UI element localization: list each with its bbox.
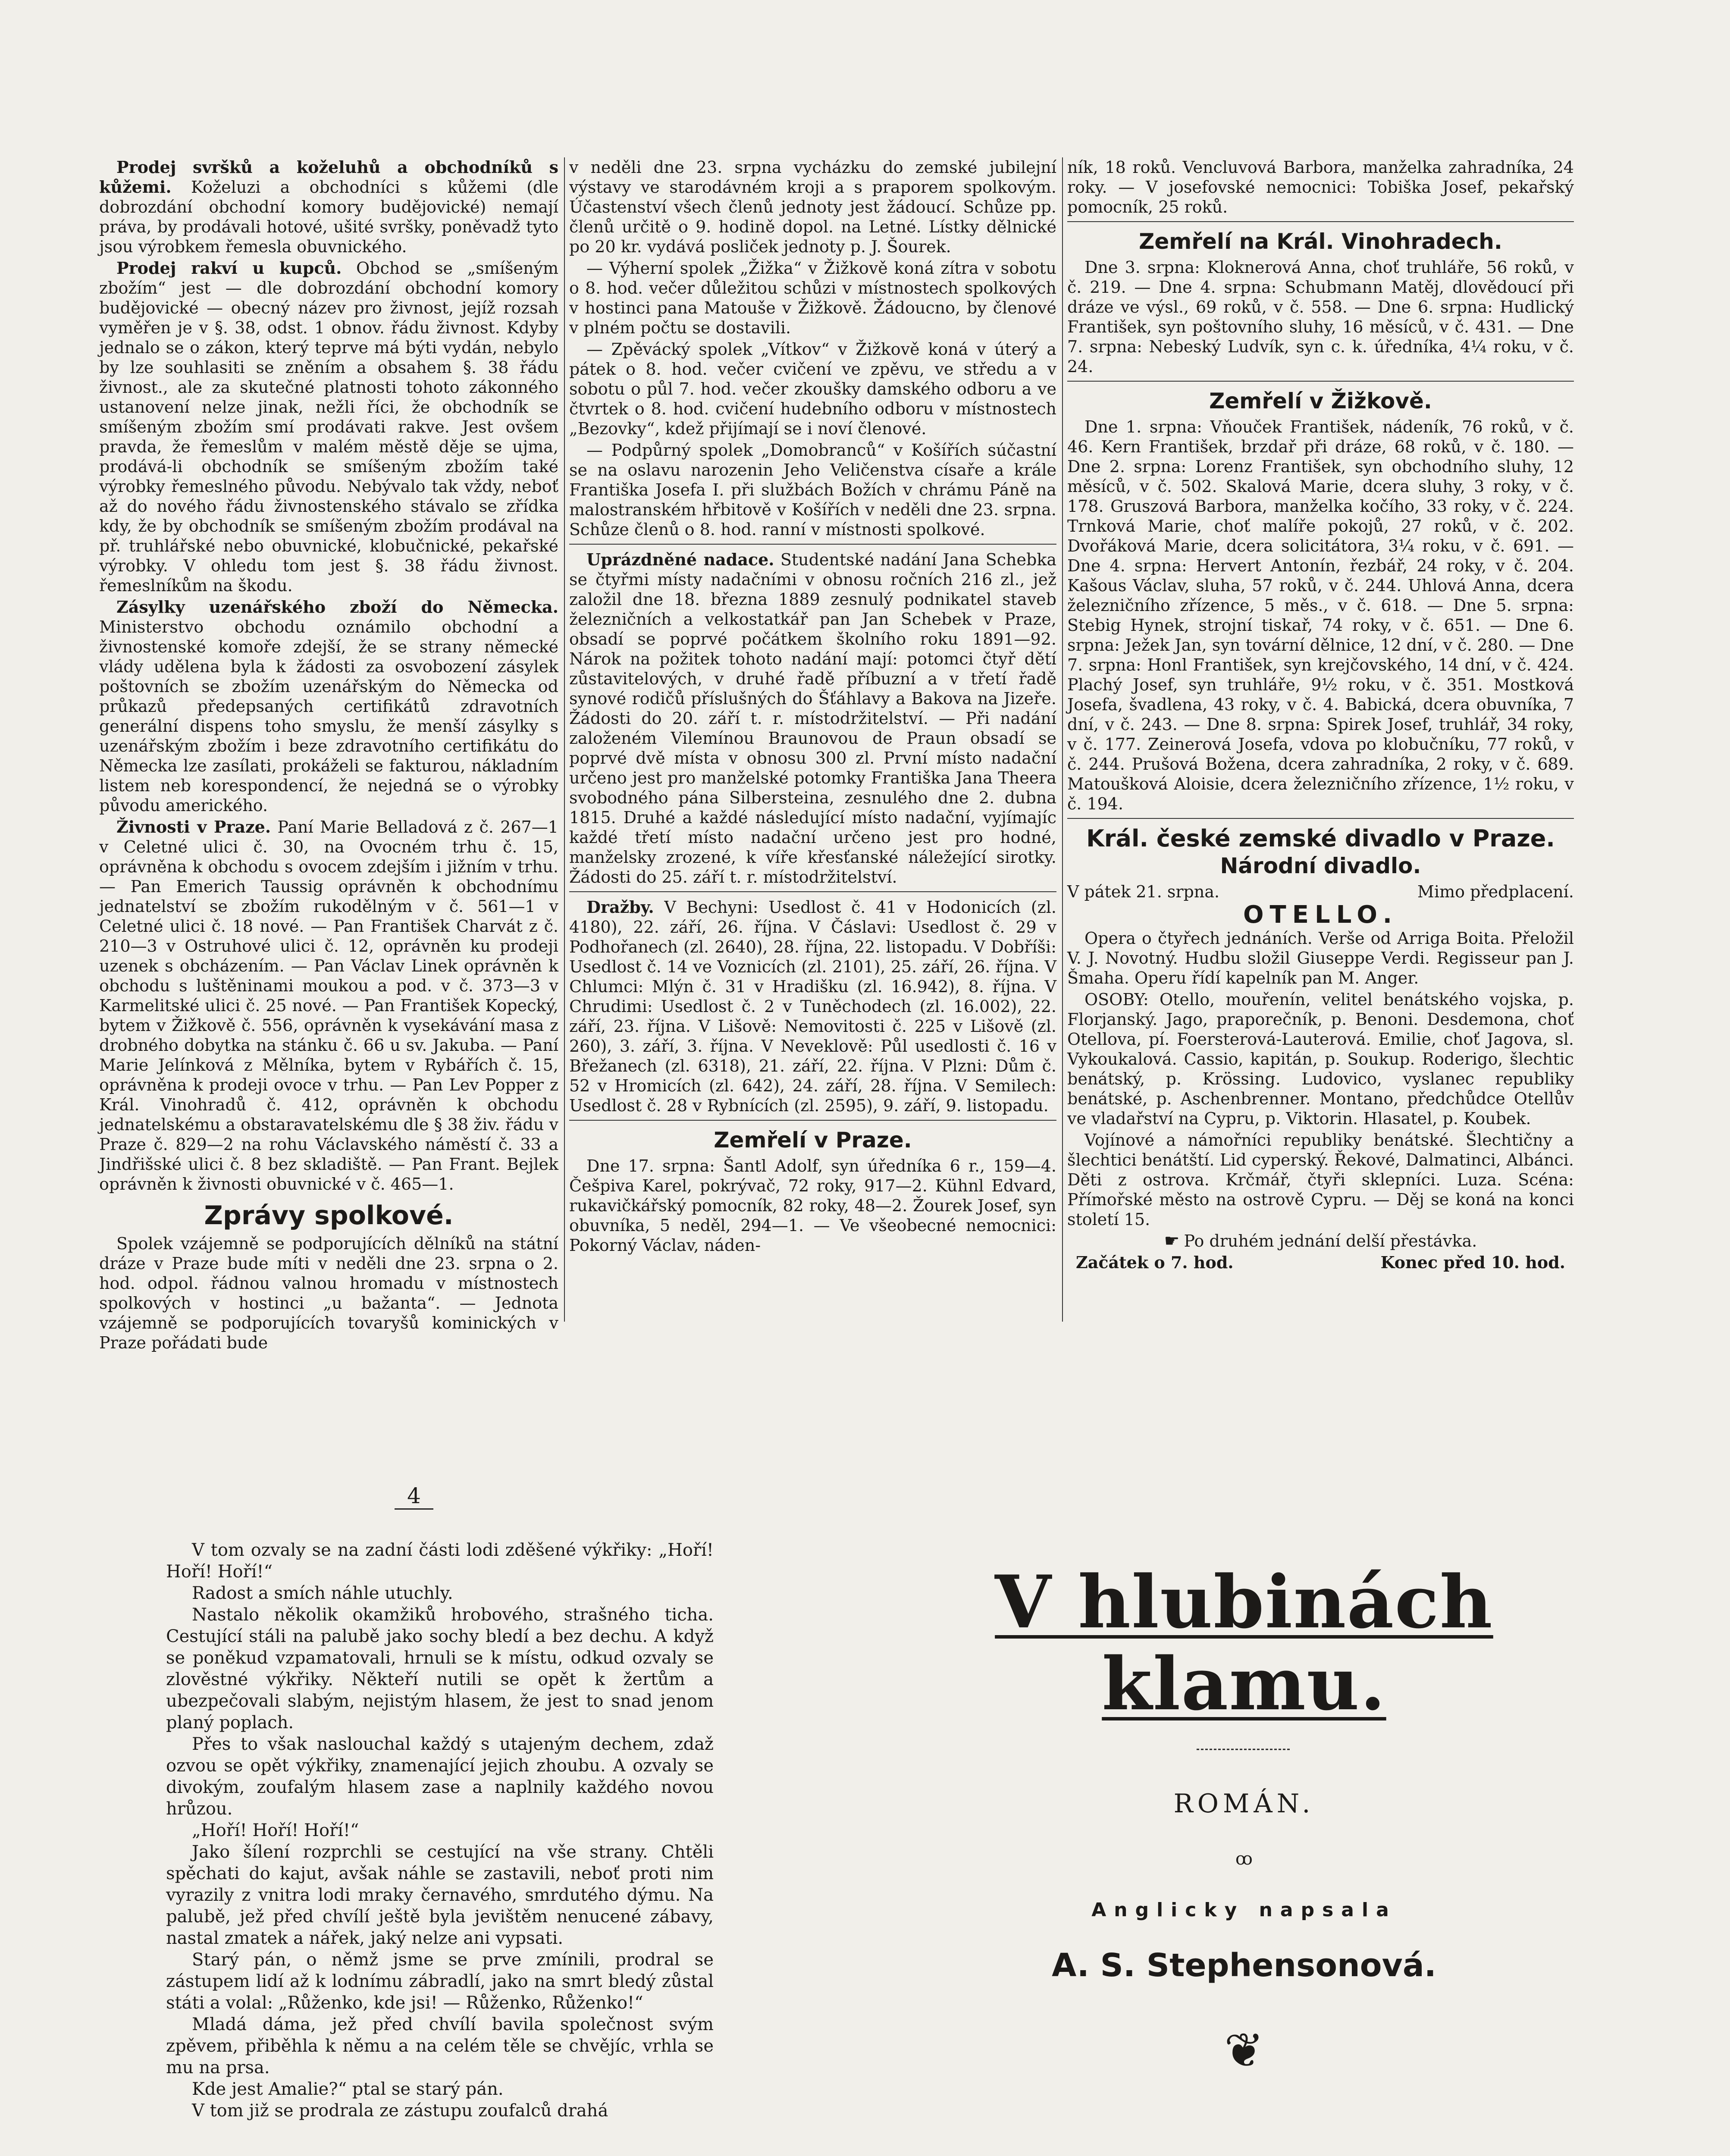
opera-title: OTELLO.: [1243, 901, 1398, 929]
column-divider: [564, 157, 565, 1322]
story-paragraph: Mladá dáma, jež před chvílí bavila společnost svým zpěvem, přiběhla k němu a na celém těle se chvějíc, vrhla se mu na prsa.: [166, 2015, 714, 2078]
serial-story-text: [166, 1539, 714, 2122]
article-spolky: Spolek vzájemně se podporujících dělníků na státní dráze v Praze bude míti v neděli dne 23. srpna o 2. hod. odpol. řádnou valnou hromadu v místnostech spolkových v hostinci „u bažanta“. — Jednota vzájemně se podporujících tovaryšů kominických v Praze pořádati bude: [99, 1234, 558, 1352]
section-heading-zizkov: Zemřelí v Žižkově.: [1209, 389, 1432, 414]
article-drazby: Dražby. V Bechyni: Usedlost č. 41 v Hodonicích (zl. 4180), 22. září, 26. října. V Čáslavi: Usedlost č. 29 v Podhořanech (zl. 2640), 28. října, 22. listopadu. V Dobříši: Usedlost č. 14 ve Voznicích (zl. 2101), 25. září, 26. října. V Chlumci: Mlýn č. 31 v Hradišku (zl. 16.942), 8. října. V Chrudimi: Usedlost č. 2 v Tuněchodech (zl. 16.002), 22. září, 23. října. V Lišově: Nemovitosti č. 225 v Lišově (zl. 260), 3. září, 3. října. V Neveklově: Půl usedlosti č. 16 v Břežanech (zl. 6318), 21. září, 22. října. V Plzni: Dům č. 52 v Hromicích (zl. 642), 24. září, 28. října. V Semilech: Usedlost č. 28 v Rybnících (zl. 2595), 9. září, 9. listopadu.: [569, 897, 1056, 1115]
story-paragraph: Nastalo několik okamžiků hrobového, strašného ticha. Cestující stáli na palubě jako sochy bledí a bez dechu. A když se poněkud vzpamatovali, hrnuli se k místu, odkud ozvaly se zlověstné výkřiky. Někteří nutili se opět k žertům a ubezpečovali slabým, nejistým hlasem, že jest to snad jenom planý poplach.: [166, 1605, 714, 1733]
article-zemreli-vinohrady: Dne 3. srpna: Kloknerová Anna, choť truhláře, 56 roků, v č. 219. — Dne 4. srpna: Schubmann Matěj, dlovědoucí při dráze ve výsl., 69 roků, v č. 558. — Dne 6. srpna: Hudlický František, syn poštovního sluhy, 16 měsíců, v č. 431. — Dne 7. srpna: Nebeský Ludvík, syn c. k. úředníka, 4¼ roku, v č. 24.: [1067, 258, 1574, 376]
article-jednota-cont: v neděli dne 23. srpna vycházku do zemské jubilejní výstavy ve starodávném kroji a s praporem spolkovým. Účastenství všech členů jednoty jest žádoucí. Schůze pp. členů určitě o 9. hodině dopol. na Letné. Lístky dělnické po 20 kr. vydává posliček jednoty p. J. Šourek.: [569, 158, 1056, 256]
novel-title-page: [927, 1561, 1561, 2156]
article-vitkov: — Zpěvácký spolek „Vítkov“ v Žižkově koná v úterý a pátek o 8. hod. večer cvičení ve zpěvu, ve středu a v sobotu o půl 7. hod. večer zkoušky damského odboru a ve čtvrtek o 8. hod. cvičení hudebního odboru v místnostech „Bezovky“, kdež přijímají se i noví členové.: [569, 340, 1056, 438]
performance-date: V pátek 21. srpna.: [1067, 882, 1220, 901]
ornament-rule-icon: [1197, 1746, 1291, 1752]
article-zemreli-cont: ník, 18 roků. Vencluvová Barbora, manželka zahradníka, 24 roky. — V josefovské nemocnici: Tobiška Josef, pekařský pomocník, 25 roků.: [1067, 158, 1574, 216]
section-rule: [1067, 818, 1574, 819]
story-paragraph: „Hoří! Hoří! Hoří!“: [192, 1821, 359, 1840]
story-paragraph: Starý pán, o němž jsme se prve zmínili, prodral se zástupem lidí až k lodnímu zábradlí, jako na smrt bledý zůstal státi a volal: „Růženko, kde jsi! — Růženko, Růženko!“: [166, 1950, 714, 2013]
column-1: [99, 157, 558, 1354]
story-paragraph: V tom ozvaly se na zadní části lodi zděšené výkřiky: „Hoří! Hoří! Hoří!“: [166, 1540, 714, 1582]
section-rule: [569, 544, 1056, 545]
article-domobranci: — Podpůrný spolek „Domobranců“ v Košířích súčastní se na oslavu narozenin Jeho Veličenstva císaře a krále Františka Josefa I. při službách Božích v chrámu Páně na malostranském hřbitově v Košířích v neděli dne 23. srpna. Schůze členů o 8. hod. ranní v místnosti spolkové.: [569, 441, 1056, 539]
section-rule: [569, 891, 1056, 892]
opera-credits: Opera o čtyřech jednáních. Verše od Arriga Boita. Přeložil V. J. Novotný. Hudbu složil Giuseppe Verdi. Regisseur pan J. Šmaha. Operu řídí kapelník pan M. Anger.: [1067, 929, 1574, 987]
article-rakve: Prodej rakví u kupců. Obchod se „smíšeným zbožím“ jest — dle dobrozdání obchodní komory budějovické — obecný název pro živnost, jejíž rozsah vyměřen je v §. 38, odst. 1 obnov. řádu živnost. Kdyby jednalo se o zákon, který teprve má býti vydán, nebylo by lze souhlasiti se zněním a obsahem §. 38 řádu živnost., ale za skutečné platnosti tohoto zákonného ustanovení nelze jinak, nežli říci, že obchodník se smíšeným zbožím smí prodávati rakve. Jest ovšem pravda, že řemeslům v malém městě děje se ujma, prodává-li obchodník se smíšeným zbožím také výrobky řemeslného původu. Nebývalo tak vždy, neboť až do nového řádu živnostenského stávalo se zřídka kdy, že by obchodník se smíšeným zbožím prodával na př. truhlářské nebo obuvnické, klobučnické, pekařské výrobky. V ohledu tom jest §. 38 řádu živnost. řemeslníkům na škodu.: [99, 258, 558, 595]
story-paragraph: Radost a smích náhle utuchly.: [192, 1583, 453, 1603]
section-heading-divadlo: Král. české zemské divadlo v Praze.: [1086, 825, 1555, 852]
section-heading-zemreli-praha: Zemřelí v Praze.: [714, 1128, 912, 1153]
end-time: Konec před 10. hod.: [1380, 1253, 1565, 1272]
performance-date-row: [1067, 882, 1574, 902]
column-divider: [1062, 157, 1063, 1322]
performance-note: Mimo předplacení.: [1417, 882, 1574, 901]
section-rule: [1067, 221, 1574, 222]
story-paragraph: Přes to však naslouchal každý s utajeným dechem, zdaž ozvou se opět výkřiky, znamenající jejich zhoubu. A ozvaly se divokým, zoufalým hlasem zase a naplnily každého novou hrůzou.: [166, 1734, 714, 1819]
section-rule: [569, 1120, 1056, 1121]
section-subheading-narodni: Národní divadlo.: [1220, 853, 1421, 878]
story-paragraph: V tom již se prodrala ze zástupu zoufalců drahá: [192, 2101, 608, 2121]
article-zasylky: Zásylky uzenářského zboží do Německa. Ministerstvo obchodu oznámilo obchodní a živnostenské komoře zdejší, že se strany německé vlády udělena byla k žádosti za osvobození zásylek poštovních se zbožím uzenářským do Německa od průkazů předepsaných certifikátů zdravotních generální dispens toho smyslu, že menší zásylky s uzenářským zbožím i beze zdravotního certifikátu do Německa lze zasílati, prokáželi se fakturou, nákladním listem neb korespondencí, že nejedná se o výrobky původu amerického.: [99, 597, 558, 815]
pointing-hand-icon: ☛: [1164, 1231, 1180, 1251]
article-zizka: — Výherní spolek „Žižka“ v Žižkově koná zítra v sobotu o 8. hod. večer důležitou schůzi v místnostech spolkových v hostinci pana Matouše v Žižkově. Žádoucno, by členové v plném počtu se dostavili.: [569, 259, 1056, 337]
article-zemreli-zizkov: Dne 1. srpna: Vňouček František, nádeník, 76 roků, v č. 46. Kern František, brzdař při dráze, 68 roků, v č. 180. — Dne 2. srpna: Lorenz František, syn obchodního sluhy, 12 měsíců, v č. 502. Skalová Marie, dcera sluhy, 3 roky, v č. 178. Gruszová Barbora, manželka kočího, 33 roky, v č. 224. Trnková Marie, choť malíře pokojů, 27 roků, v č. 202. Dvořáková Marie, dcera solicitátora, 3¼ roku, v č. 691. — Dne 4. srpna: Hervert Antonín, řezbář, 24 roky, v č. 204. Kašous Václav, sluha, 57 roků, v č. 244. Uhlová Anna, dcera železničního zřízence, 5 měs., v č. 618. — Dne 5. srpna: Stebig Hynek, strojní tiskař, 74 roky, v č. 651. — Dne 6. srpna: Ježek Jan, syn tovární dělnice, 12 dní, v č. 280. — Dne 7. srpna: Honl František, syn krejčovského, 14 dní, v č. 424. Plachý Josef, syn truhláře, 9½ roku, v č. 351. Mostková Josefa, švadlena, 43 roky, v č. 4. Babická, dcera obuvníka, 7 dní, v č. 243. — Dne 8. srpna: Spirek Josef, truhlář, 34 roky, v č. 177. Zeinerová Josefa, vdova po klobučníku, 77 roků, v č. 244. Prušová Božena, dcera zahradníka, 2 roky, v č. 689. Matoušková Aloisie, dcera železničního zřízence, 1½ roku, v č. 194.: [1067, 417, 1574, 813]
section-heading-spolkove: Zprávy spolkové.: [204, 1200, 454, 1231]
column-3: [1067, 157, 1574, 1274]
story-paragraph: Jako šílení rozprchli se cestující na vše strany. Chtěli spěchati do kajut, avšak náhle se zastavili, neboť proti nim vyrazily z vnitra lodi mraky černavého, smrdutého dýmu. Na palubě, jež před chvílí ještě byla jevištěm nenucené zábavy, nastal zmatek a nářek, jaký nelze ani vypsati.: [166, 1842, 714, 1948]
performance-times: [1067, 1253, 1574, 1272]
story-paragraph: Kde jest Amalie?“ ptal se starý pán.: [192, 2079, 504, 2099]
ornament-swirl-icon: ꝏ: [1235, 1849, 1253, 1869]
section-rule: [1067, 381, 1574, 382]
novel-title: V hlubinách klamu.: [995, 1559, 1493, 1727]
novel-genre: ROMÁN.: [1173, 1789, 1315, 1819]
novel-author: A. S. Stephensonová.: [1052, 1947, 1436, 1984]
column-2: [569, 157, 1056, 1257]
opera-extras: Vojínové a námořníci republiky benátské. Šlechtičny a šlechtici benátští. Lid cyperský. Řekové, Dalmatinci, Albánci. Děti z ostrova. Krčmář, čtyři sklepníci. Luza. Scéna: Přímořské město na ostrově Cypru. — Děj se koná na konci století 15.: [1067, 1131, 1574, 1229]
article-nadace: Uprázdněné nadace. Studentské nadání Jana Schebka se čtyřmi místy nadačními v obnosu ročních 216 zl., jež založil dne 18. března 1889 zesnulý podnikatel staveb železničních a velkostatkář pan Jan Schebek v Praze, obsadí se poprvé počátkem školního roku 1891—92. Nárok na požitek tohoto nadání mají: potomci čtyř dětí zůstavitelových, v druhé řadě příbuzní a v třetí řadě synové rodičů příslušných do Šťáhlavy a Bakova na Jizeře. Žádosti do 20. září t. r. místodržitelství. — Při nadání založeném Vilemínou Braunovou de Praun obsadí se poprvé dvě místa v obnosu 300 zl. První místo nadační určeno jest pro manželské potomky Františka Jana Theera svobodného pána Silbersteina, zesnulého dne 2. dubna 1815. Druhé a každé následující místo nadační, vyjímajíc každé třetí místo nadační určeno jest pro hodné, manželsky zrozené, k víře křesťanské náležející sirotky. Žádosti do 25. září t. r. místodržitelství.: [569, 550, 1057, 887]
page-number: 4: [395, 1483, 433, 1510]
intermission-note: ☛ Po druhém jednání delší přestávka.: [1164, 1231, 1477, 1251]
article-svrsky: Prodej svršků a koželuhů a obchodníků s kůžemi. Koželuzi a obchodníci s kůžemi (dle dobrozdání obchodní komory budějovické) nemají práva, by prodávali hotové, ušité svršky, poněvadž tyto jsou výrobkem řemesla obuvnického.: [99, 157, 558, 256]
opera-cast: OSOBY: Otello, mouřenín, velitel benátského vojska, p. Florjanský. Jago, praporečník, p. Benoni. Desdemona, choť Otellova, pí. Foersterová-Lauterová. Emilie, choť Jagova, sl. Vykoukalová. Cassio, kapitán, p. Soukup. Roderigo, šlechtic benátský, p. Krössing. Ludovico, vyslanec republiky benátské, p. Aschenbrenner. Montano, předchůdce Otellův ve vladařství na Cypru, p. Viktorin. Hlasatel, p. Koubek.: [1067, 990, 1574, 1128]
novel-byline: Anglicky napsala: [1091, 1899, 1397, 1921]
start-time: Začátek o 7. hod.: [1076, 1253, 1234, 1272]
article-zivnosti: Živnosti v Praze. Paní Marie Belladová z č. 267—1 v Celetné ulici č. 30, na Ovocném trhu č. 15, oprávněna k obchodu s ovocem zdejším i jižním v trhu. — Pan Emerich Taussig oprávněn k obchodnímu jednatelství se zbožím rukodělným v č. 561—1 v Celetné ulici č. 18 nové. — Pan František Charvát z č. 210—3 v Ostruhové ulici č. 12, oprávněn ku prodeji uzenek s obcházením. — Pan Václav Linek oprávněn k obchodu s luštěninami moukou a pod. v č. 373—3 v Karmelitské ulici č. 25 nové. — Pan František Kopecký, bytem v Žižkově č. 556, oprávněn k vysekávání masa z drobného dobytka na stánku č. 66 u sv. Jakuba. — Paní Marie Jelínková z Mělníka, bytem v Rybářích č. 15, oprávněna k prodeji ovoce v trhu. — Pan Lev Popper z Král. Vinohradů č. 412, oprávněn k obchodu jednatelskému a obstaravatelskému dle § 38 živ. řádu v Praze č. 829—2 na rohu Václavského náměstí č. 33 a Jindřišské ulici č. 8 bez skladiště. — Pan Frant. Bejlek oprávněn k živnosti obuvnické v č. 465—1.: [99, 817, 558, 1194]
news-columns: [99, 157, 1574, 1352]
floral-ornament-icon: ❦: [1224, 2023, 1264, 2078]
section-heading-vinohrady: Zemřelí na Král. Vinohradech.: [1139, 229, 1502, 254]
article-zemreli-praha: Dne 17. srpna: Šantl Adolf, syn úředníka 6 r., 159—4. Češpiva Karel, pokrývač, 72 roky, 917—2. Kühnl Edvard, rukavičkářský pomocník, 82 roky, 48—2. Žourek Josef, syn obuvníka, 5 neděl, 294—1. — Ve všeobecné nemocnici: Pokorný Václav, náden-: [569, 1156, 1056, 1255]
